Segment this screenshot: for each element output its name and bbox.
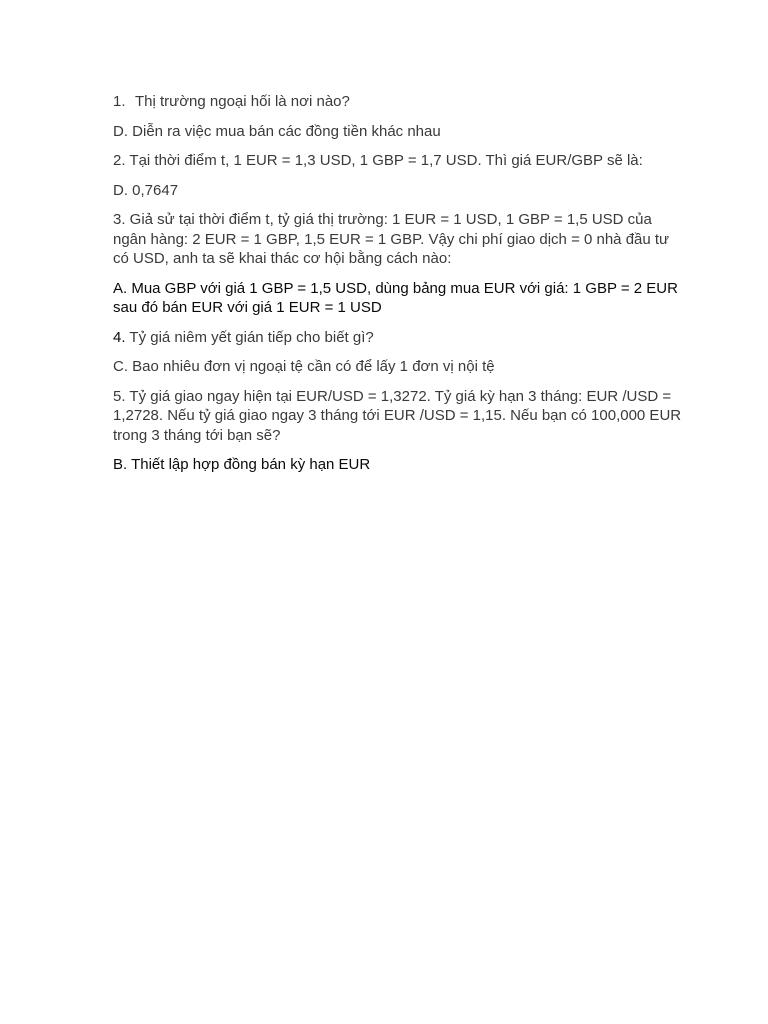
- question-1-number: 1.: [113, 93, 126, 110]
- question-1: [113, 92, 683, 112]
- question-5: 5. Tỷ giá giao ngay hiện tại EUR/USD = 1,3272. Tỷ giá kỳ hạn 3 tháng: EUR /USD = 1,2728. Nếu tỷ giá giao ngay 3 tháng tới EUR /USD = 1,15. Nếu bạn có 100,000 EUR trong 3 tháng tới bạn sẽ?: [113, 387, 682, 444]
- answer-5: B. Thiết lập hợp đồng bán kỳ hạn EUR: [113, 456, 371, 473]
- answer-1: D. Diễn ra việc mua bán các đồng tiền khác nhau: [113, 122, 441, 140]
- document-body: [113, 92, 683, 485]
- question-4: [113, 328, 683, 348]
- question-4-text: Tỷ giá niêm yết gián tiếp cho biết gì?: [125, 328, 374, 346]
- question-2: 2. Tại thời điểm t, 1 EUR = 1,3 USD, 1 GBP = 1,7 USD. Thì giá EUR/GBP sẽ là:: [113, 152, 643, 169]
- answer-3: A. Mua GBP với giá 1 GBP = 1,5 USD, dùng bảng mua EUR với giá: 1 GBP = 2 EUR sau đó bán EUR với giá 1 EUR = 1 USD: [113, 279, 678, 316]
- question-1-text: Thị trường ngoại hối là nơi nào?: [135, 93, 350, 110]
- question-3: 3. Giả sử tại thời điểm t, tỷ giá thị trường: 1 EUR = 1 USD, 1 GBP = 1,5 USD của ngân hàng: 2 EUR = 1 GBP, 1,5 EUR = 1 GBP. Vậy chi phí giao dịch = 0 nhà đầu tư có USD, anh ta sẽ khai thác cơ hội bằng cách nào:: [113, 211, 670, 267]
- answer-2: D. 0,7647: [113, 181, 179, 199]
- question-4-number: 4.: [113, 328, 126, 346]
- answer-4: C. Bao nhiêu đơn vị ngoại tệ cần có để lấy 1 đơn vị nội tệ: [113, 358, 495, 375]
